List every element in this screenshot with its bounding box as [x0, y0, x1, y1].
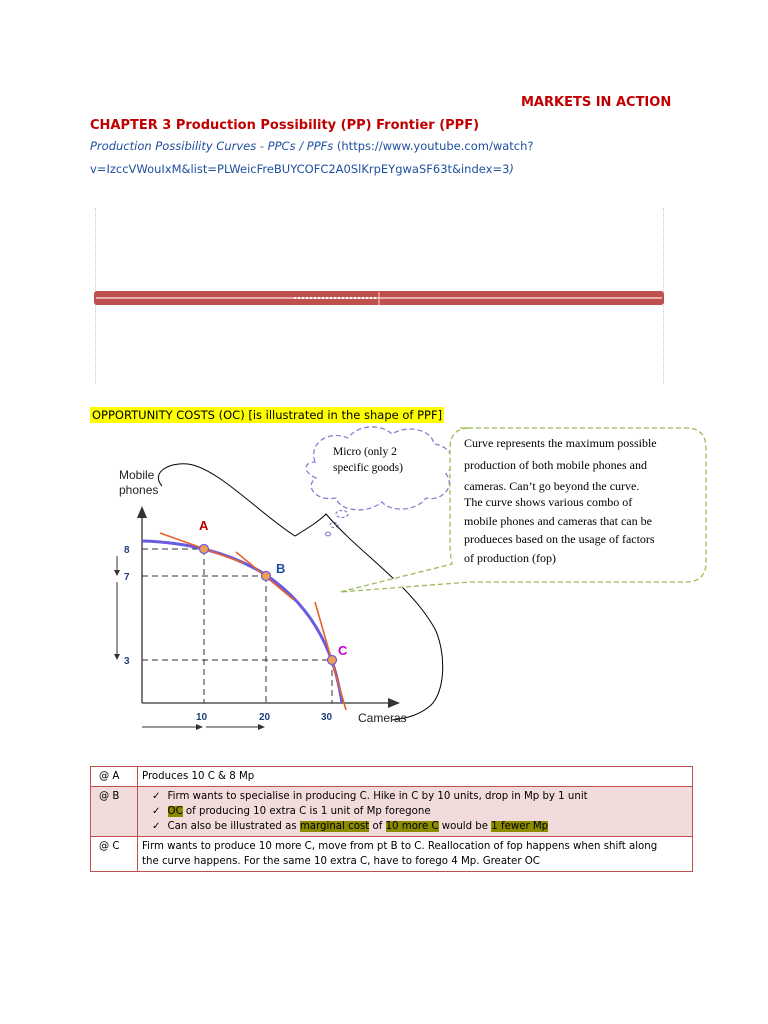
x-tick-20: 20 — [259, 712, 271, 723]
video-title: Production Possibility Curves - PPCs / PPFs — [90, 139, 334, 153]
checklist-item-3-text-c: would be — [438, 821, 492, 832]
row-label-c: @ C — [91, 837, 138, 872]
cloud-text-line1: Micro (only 2 — [333, 446, 397, 458]
header-title: MARKETS IN ACTION — [521, 95, 672, 110]
callout-line-4: The curve shows various combo of — [464, 495, 633, 509]
checklist-item-2 — [152, 804, 688, 819]
tangent-lines — [160, 533, 346, 710]
checklist-item-3-text-b: of — [369, 821, 386, 832]
checklist-item-1 — [152, 789, 688, 804]
section-heading: OPPORTUNITY COSTS (OC) [is illustrated in the shape of PPF] — [92, 408, 443, 422]
video-reference-continued — [90, 162, 514, 176]
callout-line-1: Curve represents the maximum possible — [464, 436, 657, 450]
point-a — [200, 545, 209, 554]
point-b — [262, 572, 271, 581]
y-tick-7: 7 — [124, 572, 130, 583]
x-tick-10: 10 — [196, 712, 208, 723]
callout-line-6: produeces based on the usage of factors — [464, 532, 655, 546]
point-label-b: B — [276, 561, 286, 576]
chapter-title: CHAPTER 3 Production Possibility (PP) Frontier (PPF) — [90, 118, 480, 133]
video-url-part2[interactable]: v=IzccVWouIxM&list=PLWeicFreBUYCOFC2A0SlKrpEYgwaSF63t&index=3 — [90, 162, 510, 176]
x-tick-30: 30 — [321, 712, 333, 723]
row-text-c-line2: the curve happens. For the same 10 extra C, have to forego 4 Mp. Greater OC — [142, 856, 540, 867]
video-reference — [90, 139, 534, 153]
table-row-c — [91, 837, 693, 872]
point-c — [328, 656, 337, 665]
callout-line-5: mobile phones and cameras that can be — [464, 514, 652, 528]
y-tick-3: 3 — [124, 656, 130, 667]
callout-line-3: cameras. Can’t go beyond the curve. — [464, 479, 640, 493]
dashed-guides — [142, 549, 332, 703]
highlight-10-more-c: 10 more C — [385, 821, 439, 832]
checklist-item-1-text: Firm wants to specialise in producing C. Hike in C by 10 units, drop in Mp by 1 unit — [167, 791, 588, 802]
table-row-a — [91, 767, 693, 787]
video-url-part1[interactable]: https://www.youtube.com/watch? — [341, 139, 534, 153]
decorative-divider-bar — [94, 288, 666, 308]
checklist-item-3-text-a: Can also be illustrated as — [167, 821, 300, 832]
highlight-marginal-cost: marginal cost — [299, 821, 370, 832]
x-axis-label: Cameras — [358, 711, 407, 725]
highlight-1-fewer-mp: 1 fewer Mp — [491, 821, 549, 832]
highlight-oc: OC — [167, 806, 183, 817]
cloud-text-line2: specific goods) — [333, 462, 403, 474]
row-content-c — [138, 837, 693, 872]
ppf-diagram — [90, 424, 720, 744]
axes — [137, 506, 400, 708]
checklist-item-2-text: of producing 10 extra C is 1 unit of Mp foregone — [182, 806, 431, 817]
ppf-curve — [142, 541, 342, 703]
checklist-item-3 — [152, 819, 688, 834]
callout-line-7: of production (fop) — [464, 551, 556, 565]
callout-line-2: production of both mobile phones and — [464, 458, 647, 472]
y-axis-label-line2: phones — [119, 483, 159, 497]
y-axis-label-line1: Mobile — [119, 468, 155, 482]
point-label-a: A — [199, 518, 209, 533]
row-label-a: @ A — [91, 767, 138, 787]
row-text-a: Produces 10 C & 8 Mp — [138, 767, 693, 787]
notes-table — [90, 766, 693, 872]
change-arrows — [114, 556, 265, 730]
video-paren-open: ( — [333, 139, 342, 153]
row-text-c-line1: Firm wants to produce 10 more C, move from pt B to C. Reallocation of fop happens when shift along — [142, 841, 658, 852]
point-label-c: C — [338, 643, 348, 658]
y-tick-8: 8 — [124, 545, 130, 556]
checklist — [142, 789, 688, 834]
micro-cloud-callout — [306, 427, 452, 536]
table-row-b — [91, 787, 693, 837]
row-content-b — [138, 787, 693, 837]
video-paren-close: ) — [509, 162, 514, 176]
row-label-b: @ B — [91, 787, 138, 837]
